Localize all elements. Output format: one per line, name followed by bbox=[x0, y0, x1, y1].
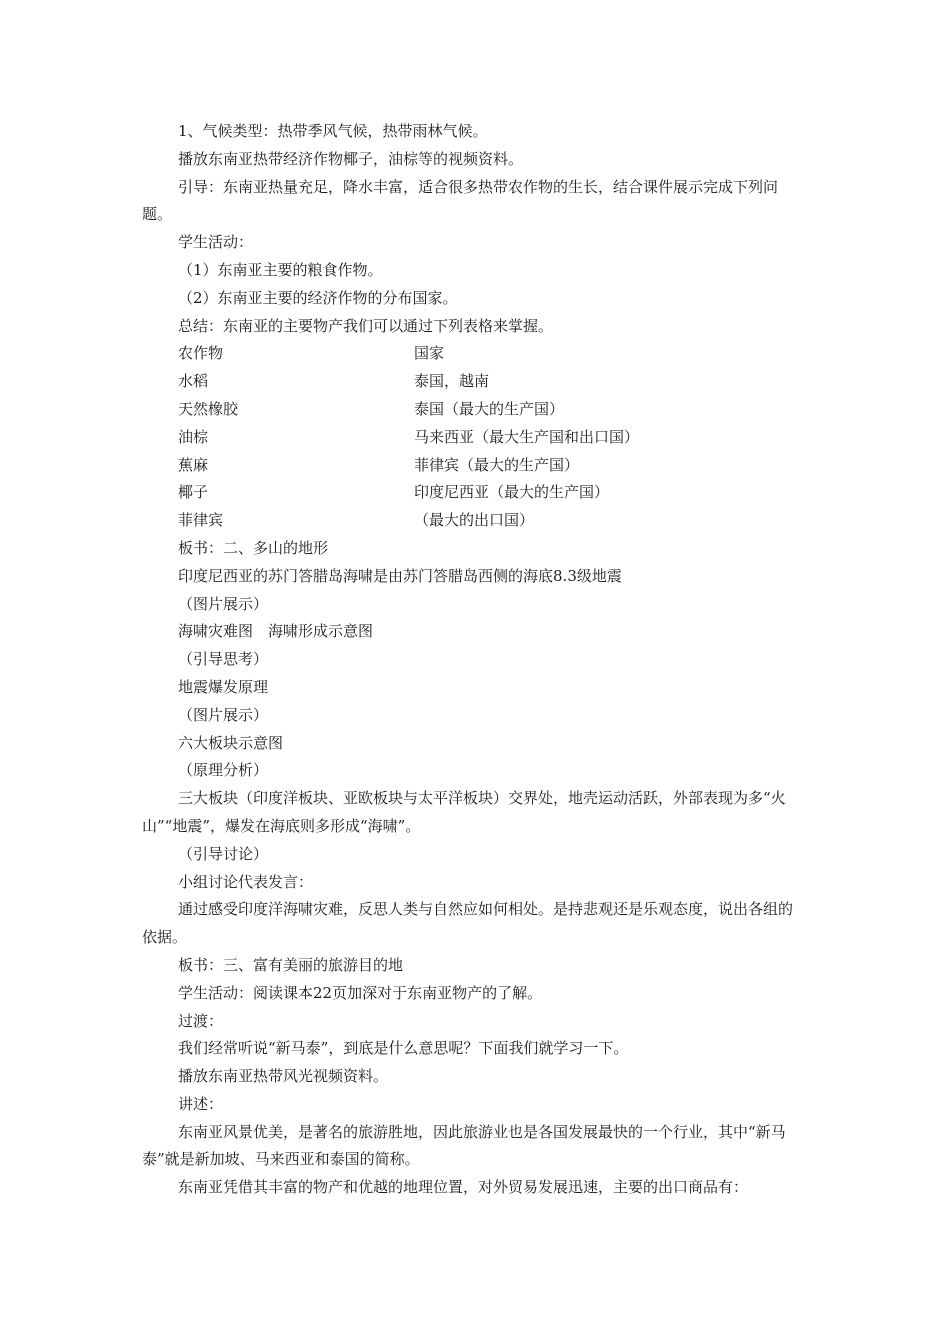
paragraph: 我们经常听说“新马泰”，到底是什么意思呢？下面我们就学习一下。 bbox=[178, 1039, 629, 1058]
cell-country: 马来西亚（最大生产国和出口国） bbox=[414, 427, 640, 446]
paragraph: 通过感受印度洋海啸灾难，反思人类与自然应如何相处。是持悲观还是乐观态度，说出各组的依据。 bbox=[142, 900, 794, 947]
paragraph: 总结：东南亚的主要物产我们可以通过下列表格来掌握。 bbox=[178, 316, 554, 335]
table-row bbox=[142, 424, 802, 452]
paragraph: 过渡： bbox=[178, 1011, 224, 1030]
cell-crop: 蕉麻 bbox=[178, 455, 209, 474]
cell-country: 印度尼西亚（最大的生产国） bbox=[414, 483, 610, 502]
paragraph: （图片展示） bbox=[178, 705, 269, 724]
paragraph: 地震爆发原理 bbox=[178, 677, 269, 696]
cell-crop: 菲律宾 bbox=[178, 511, 224, 530]
table-row bbox=[142, 479, 802, 507]
paragraph: 印度尼西亚的苏门答腊岛海啸是由苏门答腊岛西侧的海底8.3级地震 bbox=[178, 566, 622, 585]
cell-country: 泰国（最大的生产国） bbox=[414, 399, 565, 418]
cell-crop: 水稻 bbox=[178, 372, 209, 391]
table-row bbox=[142, 452, 802, 480]
crop-table bbox=[142, 340, 802, 535]
paragraph: 学生活动：阅读课本22页加深对于东南亚物产的了解。 bbox=[178, 983, 543, 1002]
header-country: 国家 bbox=[414, 344, 445, 363]
cell-crop: 油棕 bbox=[178, 427, 209, 446]
paragraph: （原理分析） bbox=[178, 761, 269, 780]
paragraph: 小组讨论代表发言： bbox=[178, 872, 314, 891]
paragraph: （图片展示） bbox=[178, 594, 269, 613]
paragraph: （引导讨论） bbox=[178, 844, 269, 863]
table-row bbox=[142, 368, 802, 396]
paragraph: 板书：二、多山的地形 bbox=[178, 538, 329, 557]
paragraph: 三大板块（印度洋板块、亚欧板块与太平洋板块）交界处，地壳运动活跃，外部表现为多“火山”“地震”，爆发在海底则多形成“海啸”。 bbox=[142, 789, 786, 835]
paragraph: 学生活动： bbox=[178, 233, 254, 252]
document-page bbox=[142, 118, 802, 1202]
paragraph: 讲述： bbox=[178, 1094, 224, 1113]
table-row bbox=[142, 507, 802, 535]
cell-crop: 天然橡胶 bbox=[178, 399, 239, 418]
paragraph: 播放东南亚热带风光视频资料。 bbox=[178, 1067, 389, 1086]
header-crop: 农作物 bbox=[178, 344, 224, 363]
cell-country: 菲律宾（最大的生产国） bbox=[414, 455, 580, 474]
paragraph: 1、气候类型：热带季风气候，热带雨林气候。 bbox=[178, 122, 488, 140]
paragraph: （2）东南亚主要的经济作物的分布国家。 bbox=[178, 288, 458, 307]
cell-crop: 椰子 bbox=[178, 483, 209, 502]
cell-country: 泰国，越南 bbox=[414, 372, 490, 391]
paragraph: 东南亚风景优美，是著名的旅游胜地，因此旅游业也是各国发展最快的一个行业，其中“新马泰”就是新加坡、马来西亚和泰国的简称。 bbox=[142, 1122, 786, 1169]
table-header bbox=[142, 340, 802, 368]
paragraph: 板书：三、富有美丽的旅游目的地 bbox=[178, 955, 404, 974]
paragraph: 六大板块示意图 bbox=[178, 733, 284, 752]
paragraph: 东南亚凭借其丰富的物产和优越的地理位置，对外贸易发展迅速，主要的出口商品有： bbox=[178, 1178, 749, 1197]
cell-country: （最大的出口国） bbox=[414, 511, 535, 530]
table-row bbox=[142, 396, 802, 424]
paragraph: 播放东南亚热带经济作物椰子，油棕等的视频资料。 bbox=[178, 149, 524, 168]
paragraph: 海啸灾难图 海啸形成示意图 bbox=[178, 622, 374, 641]
paragraph: （1）东南亚主要的粮食作物。 bbox=[178, 260, 383, 279]
paragraph: （引导思考） bbox=[178, 650, 269, 669]
paragraph: 引导：东南亚热量充足，降水丰富，适合很多热带农作物的生长，结合课件展示完成下列问题。 bbox=[142, 177, 779, 224]
